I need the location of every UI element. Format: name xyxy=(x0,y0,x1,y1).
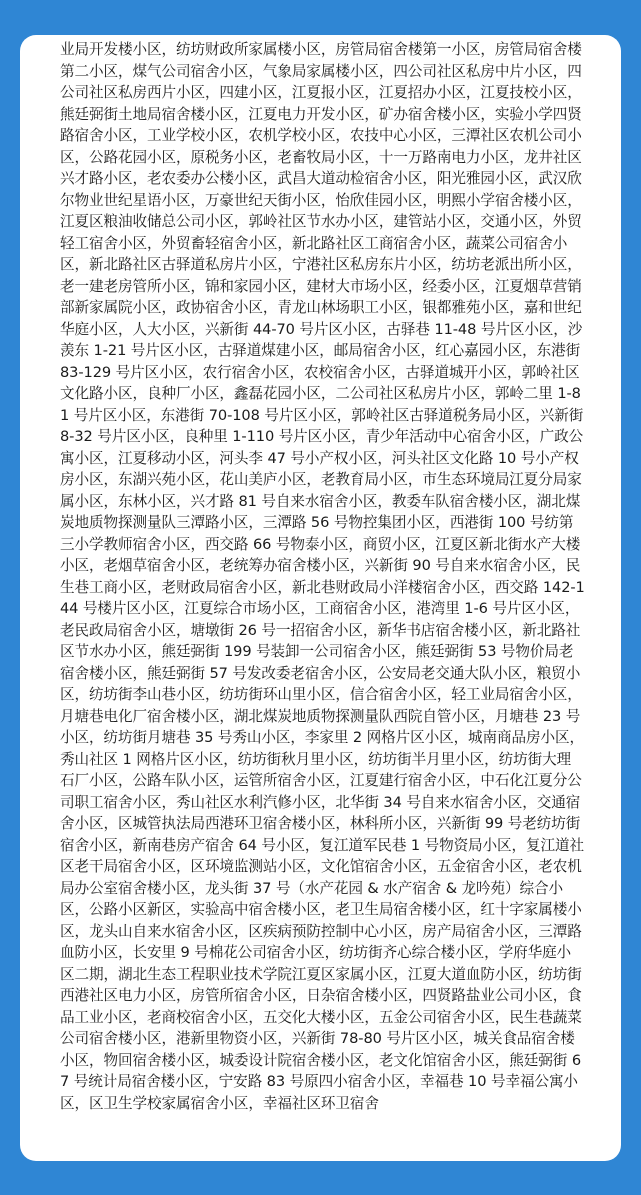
community-list-text: 业局开发楼小区，纺坊财政所家属楼小区，房管局宿舍楼第一小区，房管局宿舍楼第二小区，煤气公司宿舍小区，气象局家属楼小区，四公司社区私房中片小区，四公司社区私房西片小区，四建小区，江夏报小区，江夏招办小区，江夏技校小区，熊廷弼街土地局宿舍楼小区，江夏电力开发小区，矿办宿舍楼小区，实验小学四贤路宿舍小区，工业学校小区，农机学校小区，农技中心小区，三潭社区农机公司小区，公路花园小区，原税务小区，老畜牧局小区，十一万路南电力小区，龙井社区兴才路小区，老农委办公楼小区，武昌大道动检宿舍小区，阳光雅园小区，武汉欣尔物业世纪星语小区，万豪世纪天街小区，怡欣佳园小区，明熙小学宿舍楼小区，江夏区粮油收储总公司小区，郭岭社区节水办小区，建管站小区，交通小区，外贸轻工宿舍小区，外贸畜轻宿舍小区，新北路社区工商宿舍小区，蔬菜公司宿舍小区，新北路社区古驿道私房片小区，宁港社区私房东片小区，纺坊老派出所小区，老一建老房管所小区，锦和家园小区，建材大市场小区，经委小区，江夏烟草营销部新家属院小区，政协宿舍小区，青龙山林场职工小区，银都雅苑小区，嘉和世纪华庭小区，人大小区，兴新街 44-70 号片区小区，古驿巷 11-48 号片区小区，沙羡东 1-21 号片区小区，古驿道煤建小区，邮局宿舍小区，红心嘉园小区，东港街 83-129 号片区小区，农行宿舍小区，农校宿舍小区，古驿道城开小区，郭岭社区文化路小区，良种厂小区，鑫磊花园小区，二公司社区私房片小区，郭岭二里 1-81 号片区小区，东港街 70-108 号片区小区，郭岭社区古驿道税务局小区，兴新街 8-32 号片区小区，良种里 1-110 号片区小区，青少年活动中心宿舍小区，广政公寓小区，江夏移动小区，河头李 47 号小产权小区，河头社区文化路 10 号小产权房小区，东湖兴苑小区，花山美庐小区，老教育局小区，市生态环境局江夏分局家属小区，东林小区，兴才路 81 号自来水宿舍小区，教委车队宿舍楼小区，湖北煤炭地质物探测量队三潭路小区，三潭路 56 号物控集团小区，西港街 100 号纺第三小学教师宿舍小区，西交路 66 号物泰小区，商贸小区，江夏区新北街水产大楼小区，老烟草宿舍小区，老统筹办宿舍楼小区，兴新街 90 号自来水宿舍小区，民生巷工商小区，老财政局宿舍小区，新北巷财政局小洋楼宿舍小区，西交路 142-144 号楼片区小区，江夏综合市场小区，工商宿舍小区，港湾里 1-6 号片区小区，老民政局宿舍小区，塘墩街 26 号一招宿舍小区，新华书店宿舍楼小区，新北路社区节水办小区，熊廷弼街 199 号装卸一公司宿舍小区，熊廷弼街 53 号物价局老宿舍楼小区，熊廷弼街 57 号发改委老宿舍小区，公安局老交通大队小区，粮贸小区，纺坊街李山巷小区，纺坊街环山里小区，信合宿舍小区，轻工业局宿舍小区，月塘巷电化厂宿舍楼小区，湖北煤炭地质物探测量队西院自管小区，月塘巷 23 号小区，纺坊街月塘巷 35 号秀山小区，李家里 2 网格片区小区，城南商品房小区，秀山社区 1 网格片区小区，纺坊街秋月里小区，纺坊街半月里小区，纺坊街大理石厂小区，公路车队小区，运管所宿舍小区，江夏建行宿舍小区，中石化江夏分公司职工宿舍小区，秀山社区水利汽修小区，北华街 34 号自来水宿舍小区，交通宿舍小区，区城管执法局西港环卫宿舍楼小区，林科所小区，兴新街 99 号老纺坊街宿舍小区，新南巷房产宿舍 64 号小区，复江道军民巷 1 号物资局小区，复江道社区老干局宿舍小区，区环境监测站小区，文化馆宿舍小区，五金宿舍小区，老农机局办公室宿舍楼小区，龙头街 37 号（水产花园 & 水产宿舍 & 龙吟苑）综合小区，公路小区新区，实验高中宿舍楼小区，老卫生局宿舍楼小区，红十字家属楼小区，龙头山自来水宿舍小区，区疾病预防控制中心小区，房产局宿舍小区，三潭路血防小区，长安里 9 号棉花公司宿舍小区，纺坊街齐心综合楼小区，学府华庭小区二期，湖北生态工程职业技术学院江夏区家属小区，江夏大道血防小区，纺坊街西港社区电力小区，房管所宿舍小区，日杂宿舍楼小区，四贤路盐业公司小区，食品工业小区，老商校宿舍小区，五交化大楼小区，五金公司宿舍小区，民生巷蔬菜公司宿舍楼小区，港新里物资小区，兴新街 78-80 号片区小区，城关食品宿舍楼小区，物回宿舍楼小区，城委设计院宿舍楼小区，老文化馆宿舍小区，熊廷弼街 67 号统计局宿舍楼小区，宁安路 83 号原四小宿舍小区，幸福巷 10 号幸福公寓小区，区卫生学校家属宿舍小区，幸福社区环卫宿舍 xyxy=(60,41,585,1112)
text-card xyxy=(20,35,621,1161)
